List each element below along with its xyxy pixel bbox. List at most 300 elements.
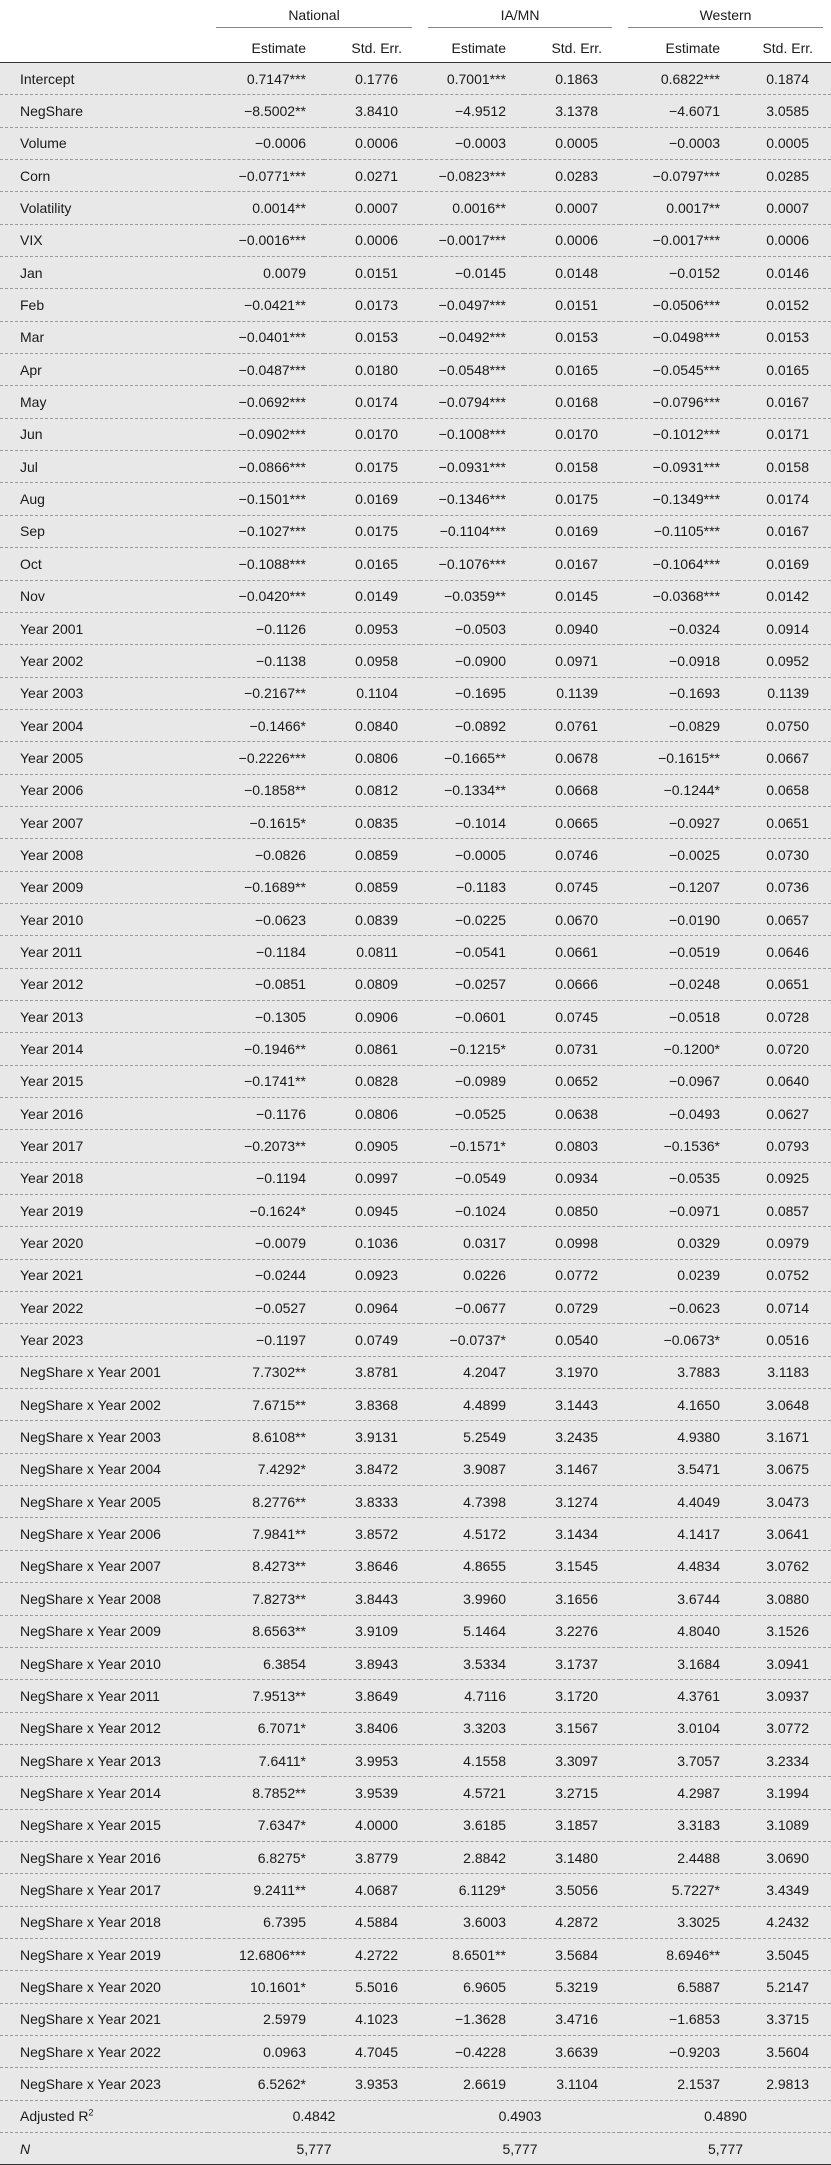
cell-national-std-err: 0.0906 [324, 1000, 420, 1032]
cell-national-estimate: −0.0401*** [208, 321, 324, 353]
cell-national-std-err: 3.8333 [324, 1486, 420, 1518]
row-label: Year 2011 [0, 936, 208, 968]
cell-iamn-estimate: −0.1076*** [420, 548, 524, 580]
cell-western-std-err: 2.9813 [738, 2068, 831, 2100]
cell-western-estimate: −0.0519 [620, 936, 738, 968]
cell-western-std-err: 3.0937 [738, 1680, 831, 1712]
cell-national-estimate: 6.5262* [208, 2068, 324, 2100]
header-blank [0, 0, 208, 34]
row-label: Year 2006 [0, 774, 208, 806]
cell-iamn-estimate: −0.1346*** [420, 483, 524, 515]
summary-cell-western: 0.4890 [620, 2100, 831, 2132]
cell-national-std-err: 3.9109 [324, 1615, 420, 1647]
cell-iamn-std-err: 3.1480 [524, 1841, 620, 1873]
cell-iamn-estimate: 4.1558 [420, 1744, 524, 1776]
cell-national-estimate: −0.1126 [208, 612, 324, 644]
cell-national-estimate: −0.0487*** [208, 354, 324, 386]
cell-national-estimate: −0.1305 [208, 1000, 324, 1032]
table-row [0, 1971, 831, 2003]
cell-iamn-estimate: 4.2047 [420, 1356, 524, 1388]
cell-national-std-err: 0.1036 [324, 1227, 420, 1259]
row-label: Year 2008 [0, 839, 208, 871]
cell-iamn-estimate: −0.0359** [420, 580, 524, 612]
cell-western-estimate: 0.6822*** [620, 63, 738, 95]
row-label: NegShare x Year 2020 [0, 1971, 208, 2003]
cell-western-estimate: 4.8040 [620, 1615, 738, 1647]
cell-national-std-err: 0.0007 [324, 192, 420, 224]
cell-western-estimate: −0.1615** [620, 742, 738, 774]
summary-cell-iamn: 0.4903 [420, 2100, 620, 2132]
cell-national-estimate: −0.1194 [208, 1162, 324, 1194]
column-header-std-err: Std. Err. [524, 34, 620, 63]
cell-western-std-err: 0.0730 [738, 839, 831, 871]
row-label: NegShare x Year 2009 [0, 1615, 208, 1647]
cell-western-estimate: −0.1207 [620, 871, 738, 903]
cell-iamn-std-err: 0.1139 [524, 677, 620, 709]
table-row [0, 2003, 831, 2035]
cell-iamn-std-err: 0.0971 [524, 645, 620, 677]
cell-national-estimate: −0.1946** [208, 1033, 324, 1065]
cell-iamn-estimate: 3.5334 [420, 1647, 524, 1679]
table-row [0, 645, 831, 677]
table-row [0, 839, 831, 871]
cell-iamn-estimate: −0.1695 [420, 677, 524, 709]
cell-western-std-err: 0.0167 [738, 515, 831, 547]
row-label: Year 2009 [0, 871, 208, 903]
cell-iamn-std-err: 0.0661 [524, 936, 620, 968]
cell-iamn-estimate: −0.0548*** [420, 354, 524, 386]
cell-western-estimate: −0.0796*** [620, 386, 738, 418]
cell-iamn-estimate: 3.3203 [420, 1712, 524, 1744]
cell-western-estimate: 3.1684 [620, 1647, 738, 1679]
cell-iamn-std-err: 3.1545 [524, 1550, 620, 1582]
table-row [0, 63, 831, 95]
cell-national-std-err: 0.0006 [324, 224, 420, 256]
table-row [0, 1453, 831, 1485]
cell-national-std-err: 3.8572 [324, 1518, 420, 1550]
row-label: NegShare x Year 2005 [0, 1486, 208, 1518]
cell-iamn-std-err: 0.0940 [524, 612, 620, 644]
cell-western-estimate: −0.1693 [620, 677, 738, 709]
cell-western-estimate: 0.0017** [620, 192, 738, 224]
cell-national-estimate: 10.1601* [208, 1971, 324, 2003]
cell-iamn-estimate: −0.0503 [420, 612, 524, 644]
table-row [0, 1712, 831, 1744]
cell-national-std-err: 4.2722 [324, 1938, 420, 1970]
row-label: NegShare x Year 2003 [0, 1421, 208, 1453]
cell-national-estimate: −0.2073** [208, 1130, 324, 1162]
cell-western-estimate: 4.1417 [620, 1518, 738, 1550]
cell-iamn-estimate: −0.0005 [420, 839, 524, 871]
row-label: Year 2023 [0, 1324, 208, 1356]
table-row [0, 1098, 831, 1130]
cell-national-std-err: 0.0271 [324, 160, 420, 192]
cell-western-std-err: 0.0158 [738, 451, 831, 483]
row-label: NegShare x Year 2021 [0, 2003, 208, 2035]
cell-western-estimate: −0.1012*** [620, 418, 738, 450]
row-label: Intercept [0, 63, 208, 95]
cell-national-std-err: 0.0840 [324, 709, 420, 741]
cell-western-std-err: 0.0640 [738, 1065, 831, 1097]
cell-iamn-estimate: 4.7116 [420, 1680, 524, 1712]
cell-iamn-std-err: 0.0761 [524, 709, 620, 741]
summary-label [0, 2100, 208, 2132]
cell-western-estimate: −0.0017*** [620, 224, 738, 256]
cell-national-estimate: 7.6715** [208, 1389, 324, 1421]
cell-western-std-err: 3.1526 [738, 1615, 831, 1647]
cell-national-std-err: 3.8368 [324, 1389, 420, 1421]
cell-western-std-err: 0.0925 [738, 1162, 831, 1194]
table-row [0, 418, 831, 450]
cell-western-std-err: 3.0648 [738, 1389, 831, 1421]
cell-iamn-estimate: −0.0145 [420, 257, 524, 289]
cell-national-std-err: 4.5884 [324, 1906, 420, 1938]
table-row [0, 1065, 831, 1097]
cell-national-std-err: 0.0173 [324, 289, 420, 321]
row-label: Year 2020 [0, 1227, 208, 1259]
row-label: Mar [0, 321, 208, 353]
cell-western-std-err: 0.0167 [738, 386, 831, 418]
row-label: Apr [0, 354, 208, 386]
row-label: Year 2019 [0, 1195, 208, 1227]
cell-national-std-err: 0.0809 [324, 968, 420, 1000]
cell-national-std-err: 4.7045 [324, 2035, 420, 2067]
row-label: Year 2007 [0, 806, 208, 838]
cell-iamn-std-err: 0.0934 [524, 1162, 620, 1194]
cell-western-std-err: 0.0651 [738, 806, 831, 838]
cell-national-std-err: 4.0687 [324, 1874, 420, 1906]
column-header-std-err: Std. Err. [738, 34, 831, 63]
cell-western-std-err: 0.0646 [738, 936, 831, 968]
cell-iamn-estimate: −0.0225 [420, 903, 524, 935]
cell-western-std-err: 0.0667 [738, 742, 831, 774]
cell-iamn-std-err: 3.4716 [524, 2003, 620, 2035]
cell-national-estimate: −0.0079 [208, 1227, 324, 1259]
cell-western-std-err: 3.0772 [738, 1712, 831, 1744]
cell-national-estimate: −0.2226*** [208, 742, 324, 774]
cell-iamn-std-err: 3.1857 [524, 1809, 620, 1841]
cell-iamn-estimate: −0.1104*** [420, 515, 524, 547]
cell-iamn-estimate: −0.0823*** [420, 160, 524, 192]
cell-iamn-estimate: 5.2549 [420, 1421, 524, 1453]
row-label: Year 2022 [0, 1292, 208, 1324]
cell-national-estimate: 0.0079 [208, 257, 324, 289]
cell-iamn-estimate: 6.1129* [420, 1874, 524, 1906]
cell-national-std-err: 3.9953 [324, 1744, 420, 1776]
cell-iamn-std-err: 0.0666 [524, 968, 620, 1000]
cell-western-std-err: 0.0952 [738, 645, 831, 677]
cell-western-estimate: −0.0797*** [620, 160, 738, 192]
cell-national-estimate: −0.1027*** [208, 515, 324, 547]
table-row [0, 2068, 831, 2100]
cell-national-estimate: 6.3854 [208, 1647, 324, 1679]
summary-cell-national: 0.4842 [208, 2100, 420, 2132]
column-header-estimate: Estimate [620, 34, 738, 63]
table-row [0, 289, 831, 321]
table-row [0, 936, 831, 968]
cell-iamn-std-err: 0.0678 [524, 742, 620, 774]
cell-iamn-std-err: 0.0746 [524, 839, 620, 871]
cell-western-std-err: 0.0165 [738, 354, 831, 386]
cell-western-std-err: 0.1139 [738, 677, 831, 709]
cell-national-std-err: 3.9131 [324, 1421, 420, 1453]
table-row [0, 1389, 831, 1421]
cell-national-std-err: 0.0151 [324, 257, 420, 289]
cell-national-std-err: 0.0964 [324, 1292, 420, 1324]
cell-national-std-err: 5.5016 [324, 1971, 420, 2003]
row-label: Oct [0, 548, 208, 580]
cell-national-estimate: −0.0527 [208, 1292, 324, 1324]
cell-iamn-std-err: 0.0005 [524, 127, 620, 159]
cell-national-estimate: 6.8275* [208, 1841, 324, 1873]
cell-iamn-std-err: 3.1737 [524, 1647, 620, 1679]
cell-western-std-err: 3.0585 [738, 95, 831, 127]
summary-label-superscript: 2 [88, 2107, 94, 2118]
cell-iamn-std-err: 3.1434 [524, 1518, 620, 1550]
cell-iamn-estimate: −0.1334** [420, 774, 524, 806]
cell-iamn-estimate: −0.0989 [420, 1065, 524, 1097]
cell-national-std-err: 0.0806 [324, 742, 420, 774]
cell-national-estimate: −0.0826 [208, 839, 324, 871]
cell-western-std-err: 3.0690 [738, 1841, 831, 1873]
row-label: VIX [0, 224, 208, 256]
cell-iamn-estimate: −0.0549 [420, 1162, 524, 1194]
cell-national-std-err: 3.8646 [324, 1550, 420, 1582]
cell-western-std-err: 0.0914 [738, 612, 831, 644]
cell-national-std-err: 3.9353 [324, 2068, 420, 2100]
cell-national-std-err: 0.0175 [324, 515, 420, 547]
table-row [0, 1906, 831, 1938]
cell-national-estimate: 7.9513** [208, 1680, 324, 1712]
cell-iamn-std-err: 0.0007 [524, 192, 620, 224]
cell-national-estimate: −0.2167** [208, 677, 324, 709]
cell-national-estimate: 9.2411** [208, 1874, 324, 1906]
cell-national-estimate: 7.7302** [208, 1356, 324, 1388]
cell-western-std-err: 0.1874 [738, 63, 831, 95]
row-label: Year 2001 [0, 612, 208, 644]
cell-iamn-estimate: 5.1464 [420, 1615, 524, 1647]
cell-iamn-std-err: 0.0168 [524, 386, 620, 418]
cell-iamn-std-err: 0.0665 [524, 806, 620, 838]
table-row [0, 224, 831, 256]
cell-western-std-err: 0.0979 [738, 1227, 831, 1259]
row-label: Year 2012 [0, 968, 208, 1000]
cell-iamn-std-err: 0.0998 [524, 1227, 620, 1259]
cell-iamn-std-err: 0.0850 [524, 1195, 620, 1227]
cell-iamn-std-err: 0.0652 [524, 1065, 620, 1097]
cell-iamn-estimate: −0.0492*** [420, 321, 524, 353]
cell-western-estimate: −0.0025 [620, 839, 738, 871]
cell-iamn-std-err: 3.1443 [524, 1389, 620, 1421]
cell-national-estimate: −0.0623 [208, 903, 324, 935]
cell-iamn-estimate: −0.1014 [420, 806, 524, 838]
cell-western-estimate: −0.0545*** [620, 354, 738, 386]
table-row [0, 612, 831, 644]
cell-national-estimate: −0.1741** [208, 1065, 324, 1097]
cell-national-estimate: 0.0963 [208, 2035, 324, 2067]
cell-iamn-estimate: −0.0794*** [420, 386, 524, 418]
cell-iamn-std-err: 3.5684 [524, 1938, 620, 1970]
cell-iamn-std-err: 0.0153 [524, 321, 620, 353]
cell-western-estimate: −0.0829 [620, 709, 738, 741]
cell-iamn-std-err: 3.3097 [524, 1744, 620, 1776]
row-label: Jan [0, 257, 208, 289]
table-row [0, 160, 831, 192]
cell-national-estimate: −0.0866*** [208, 451, 324, 483]
row-label: Aug [0, 483, 208, 515]
cell-iamn-estimate: −0.4228 [420, 2035, 524, 2067]
cell-western-estimate: 3.5471 [620, 1453, 738, 1485]
table-body [0, 63, 831, 2165]
row-label: Feb [0, 289, 208, 321]
cell-national-estimate: 0.0014** [208, 192, 324, 224]
group-header-national: National [208, 0, 420, 34]
cell-western-estimate: 2.4488 [620, 1841, 738, 1873]
cell-iamn-std-err: 3.6639 [524, 2035, 620, 2067]
cell-western-estimate: −4.6071 [620, 95, 738, 127]
cell-iamn-std-err: 3.1970 [524, 1356, 620, 1388]
cell-national-estimate: −0.0692*** [208, 386, 324, 418]
row-label: Year 2018 [0, 1162, 208, 1194]
cell-western-estimate: 3.7057 [620, 1744, 738, 1776]
cell-national-std-err: 0.0174 [324, 386, 420, 418]
cell-western-std-err: 0.0005 [738, 127, 831, 159]
cell-western-std-err: 3.1089 [738, 1809, 831, 1841]
cell-western-estimate: −0.1349*** [620, 483, 738, 515]
cell-iamn-std-err: 4.2872 [524, 1906, 620, 1938]
cell-national-std-err: 3.8406 [324, 1712, 420, 1744]
row-label: NegShare x Year 2013 [0, 1744, 208, 1776]
table-row [0, 1841, 831, 1873]
cell-western-std-err: 0.0657 [738, 903, 831, 935]
cell-western-std-err: 0.0720 [738, 1033, 831, 1065]
cell-iamn-estimate: −0.1183 [420, 871, 524, 903]
row-label: Corn [0, 160, 208, 192]
cell-national-std-err: 0.0170 [324, 418, 420, 450]
table-row [0, 1486, 831, 1518]
cell-iamn-estimate: −0.0003 [420, 127, 524, 159]
cell-iamn-std-err: 3.1104 [524, 2068, 620, 2100]
cell-iamn-estimate: 3.6003 [420, 1906, 524, 1938]
cell-western-estimate: −0.0535 [620, 1162, 738, 1194]
cell-national-estimate: −0.1088*** [208, 548, 324, 580]
table-row [0, 386, 831, 418]
table-row [0, 95, 831, 127]
cell-iamn-std-err: 3.1378 [524, 95, 620, 127]
summary-cell-western: 5,777 [620, 2133, 831, 2165]
cell-western-std-err: 4.2432 [738, 1906, 831, 1938]
table-row [0, 1680, 831, 1712]
cell-western-std-err: 0.0714 [738, 1292, 831, 1324]
cell-national-estimate: −0.1689** [208, 871, 324, 903]
cell-national-estimate: 7.6411* [208, 1744, 324, 1776]
header-blank [0, 34, 208, 63]
cell-iamn-std-err: 3.1656 [524, 1583, 620, 1615]
summary-row [0, 2133, 831, 2165]
cell-national-estimate: −0.1466* [208, 709, 324, 741]
cell-western-std-err: 3.4349 [738, 1874, 831, 1906]
cell-iamn-estimate: −0.1571* [420, 1130, 524, 1162]
cell-iamn-std-err: 0.0731 [524, 1033, 620, 1065]
row-label: NegShare x Year 2001 [0, 1356, 208, 1388]
cell-western-estimate: −0.0971 [620, 1195, 738, 1227]
cell-iamn-std-err: 0.0169 [524, 515, 620, 547]
cell-western-std-err: 3.5604 [738, 2035, 831, 2067]
table-row [0, 1292, 831, 1324]
cell-national-std-err: 3.8443 [324, 1583, 420, 1615]
cell-national-std-err: 0.0859 [324, 839, 420, 871]
cell-western-estimate: 4.4049 [620, 1486, 738, 1518]
row-label: Year 2004 [0, 709, 208, 741]
table-row [0, 1259, 831, 1291]
table-row [0, 451, 831, 483]
cell-national-std-err: 0.0169 [324, 483, 420, 515]
cell-national-estimate: 8.4273** [208, 1550, 324, 1582]
cell-iamn-std-err: 0.0170 [524, 418, 620, 450]
cell-western-std-err: 0.0752 [738, 1259, 831, 1291]
cell-national-std-err: 3.8649 [324, 1680, 420, 1712]
cell-western-std-err: 0.0146 [738, 257, 831, 289]
table-row [0, 1777, 831, 1809]
cell-western-estimate: −0.0931*** [620, 451, 738, 483]
cell-western-estimate: 8.6946** [620, 1938, 738, 1970]
cell-national-estimate: 12.6806*** [208, 1938, 324, 1970]
table-row [0, 1615, 831, 1647]
row-label: Year 2003 [0, 677, 208, 709]
cell-iamn-estimate: −0.0900 [420, 645, 524, 677]
cell-iamn-estimate: −0.1024 [420, 1195, 524, 1227]
row-label: Volatility [0, 192, 208, 224]
cell-iamn-std-err: 0.0165 [524, 354, 620, 386]
cell-western-estimate: −0.1200* [620, 1033, 738, 1065]
cell-iamn-std-err: 0.0540 [524, 1324, 620, 1356]
cell-iamn-std-err: 0.0745 [524, 871, 620, 903]
table-row [0, 1938, 831, 1970]
cell-national-estimate: −0.0244 [208, 1259, 324, 1291]
cell-national-estimate: −0.0420*** [208, 580, 324, 612]
cell-western-estimate: −0.0918 [620, 645, 738, 677]
cell-western-estimate: 3.3025 [620, 1906, 738, 1938]
cell-iamn-estimate: −4.9512 [420, 95, 524, 127]
cell-western-std-err: 0.0516 [738, 1324, 831, 1356]
column-header-std-err: Std. Err. [324, 34, 420, 63]
cell-western-std-err: 0.0285 [738, 160, 831, 192]
cell-western-std-err: 0.0169 [738, 548, 831, 580]
cell-iamn-std-err: 0.0638 [524, 1098, 620, 1130]
table-row [0, 127, 831, 159]
row-label: NegShare [0, 95, 208, 127]
cell-western-estimate: 0.0239 [620, 1259, 738, 1291]
column-header-estimate: Estimate [420, 34, 524, 63]
cell-national-estimate: 7.6347* [208, 1809, 324, 1841]
table-row [0, 354, 831, 386]
table-row [0, 774, 831, 806]
cell-western-std-err: 3.0762 [738, 1550, 831, 1582]
table-row [0, 871, 831, 903]
cell-western-std-err: 0.0658 [738, 774, 831, 806]
table-row [0, 1744, 831, 1776]
cell-western-std-err: 0.0174 [738, 483, 831, 515]
cell-iamn-std-err: 0.0167 [524, 548, 620, 580]
cell-western-std-err: 0.0857 [738, 1195, 831, 1227]
cell-western-std-err: 0.0750 [738, 709, 831, 741]
cell-iamn-std-err: 3.1567 [524, 1712, 620, 1744]
cell-iamn-std-err: 0.1863 [524, 63, 620, 95]
cell-iamn-estimate: −0.0601 [420, 1000, 524, 1032]
cell-national-std-err: 0.0945 [324, 1195, 420, 1227]
cell-western-std-err: 3.0675 [738, 1453, 831, 1485]
row-label: NegShare x Year 2015 [0, 1809, 208, 1841]
